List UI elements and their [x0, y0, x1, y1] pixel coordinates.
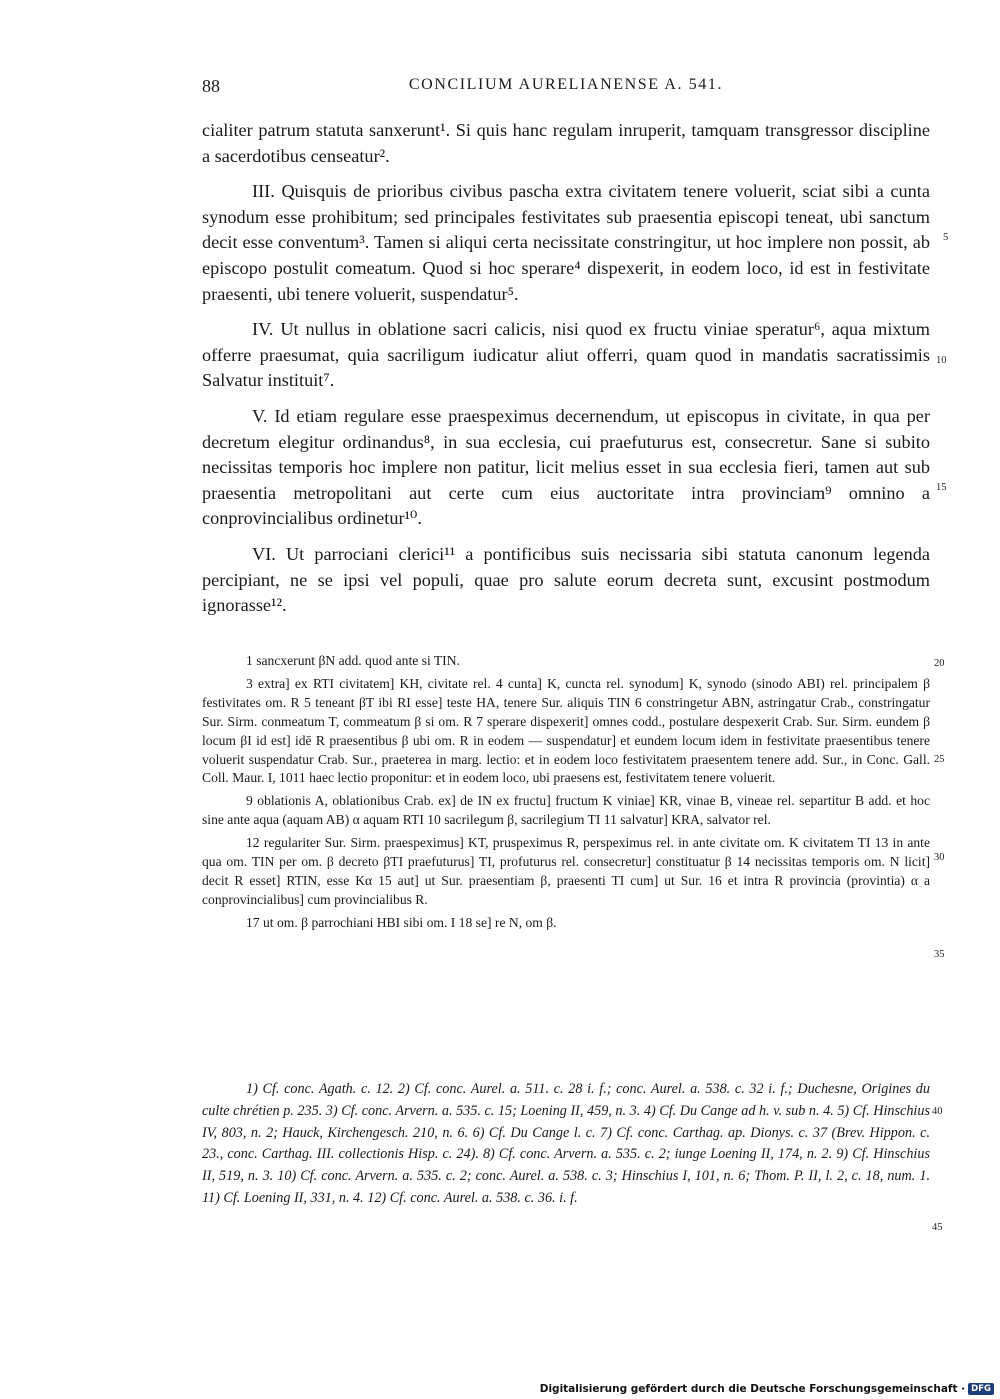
line-number: 25: [934, 754, 945, 765]
line-number: 20: [934, 658, 945, 669]
dfg-logo-icon: DFG: [968, 1383, 994, 1395]
apparatus-entry: 1 sancxerunt βN add. quod ante si TIN.: [246, 653, 460, 668]
line-number: 45: [932, 1222, 943, 1233]
footnote-block: 1) Cf. conc. Agath. c. 12. 2) Cf. conc. Aurel. a. 511. c. 28 i. f.; conc. Aurel. a. 538. c. 32 i. f.; Duchesne, Origines du culte chrétien p. 235. 3) Cf. conc. Arvern. a. 535. c. 15; Loening II, 459, n. 3. 4) Cf. Du Cange ad h. v. sub n. 4. 5) Cf. Hinschius IV, 803, n. 2; Hauck, Kirchengesch. 210, n. 6. 6) Cf. Du Cange l. c. 7) Cf. conc. Carthag. ap. Dionys. c. 37 (Brev. Hippon. c. 23., conc. Carthag. III. collectionis Hisp. c. 24). 8) Cf. conc. Arvern. a. 535. c. 2; iunge Loening II, 174, n. 2. 9) Cf. Hinschius II, 519, n. 3. 10) Cf. conc. Arvern. a. 535. c. 2; conc. Aurel. a. 538. c. 3; Hinschius I, 101, n. 6; Thom. P. II, l. 2, c. 18, num. 1. 11) Cf. Loening II, 331, n. 4. 12) Cf. conc. Aurel. a. 538. c. 36. i. f.: [202, 1081, 930, 1206]
paragraph-continuation: cialiter patrum statuta sanxerunt¹. Si quis hanc regulam inruperit, tamquam transgressor discipline a sacerdotibus censeatur².: [202, 120, 930, 166]
apparatus-entry: 12 regulariter Sur. Sirm. praespeximus] KT, pruspeximus R, perspeximus rel. in ante civitate om. K civitatem TI 13 in ante qua om. TIN per om. β decreto βTI praefuturus] TI, profuturus rel. consecretur] constituatur β 14 necissitas temporis om. N licit] decit R esset] RTIN, esse Kα 15 aut] ut Sur. praesentiam β, praesenti TI cum] ut Sur. 16 et intra R provincia (provintia) α a conprovincialibus] cum provincialibus R.: [202, 835, 930, 907]
line-number: 15: [936, 482, 947, 493]
line-number: 30: [934, 852, 945, 863]
line-number: 35: [934, 949, 945, 960]
canon-5: V. Id etiam regulare esse praespeximus decernendum, ut episcopus in civitate, in qua per decretum elegitur ordinandus⁸, in sua ecclesia, cui praefuturus est, consecretur. Sane si subito necissitas temporis hoc implere non patitur, licit melius esset in sua ecclesia fieri, tamen aut sub praesentia metropolitani aut certe cum eius auctoritate intra provinciam⁹ omnino a conprovincialibus ordinetur¹⁰.: [202, 405, 930, 529]
canon-3: III. Quisquis de prioribus civibus pascha extra civitatem tenere voluerit, sciat sibi a cunta synodum esse prohibitum; sed principales festivitates sub praesentia episcopi teneat, ubi sanctum decit esse conventum³. Tamen si aliqui certa necissitate constringitur, ut hoc implere non possit, ab episcopo postulit comeatum. Quod si hoc sperare⁴ dispexerit, in eodem loco, id est in festivitate praesenti, ubi tenere voluerit, suspendatur⁵.: [202, 181, 930, 304]
apparatus-entry: 3 extra] ex RTI civitatem] KH, civitate rel. 4 cunta] K, cuncta rel. synodum] K, synodo (sinodo ABI) rel. principalem β festivitates om. R 5 teneant βT ibi RI esse] teste HA, tenere Sur. aliquis TIN 6 constringetur ABN, astringatur Crab., constringatur Sur. Sirm. conmeatum T, commeatum β si om. R 7 sperare dispexerit] omnes codd., postulare despexerit Crab. Sur. Sirm. eundem β locum βI id est] idē R praesentibus β ubi om. R in eodem — suspendatur] et eundem locum idem in festivitate praesentibus tenere voluerit suspendatur Crab. Sur., praeterea in marg. lectio: et in eodem loco festivitatem praesentem tenere add. Sur., in Conc. Gall. Coll. Maur. I, 1011 haec lectio proponitur: et in eodem loco, ubi praesens est, festivitatem tenere voluerit.: [202, 675, 930, 786]
page-number: 88: [202, 76, 220, 96]
line-number: 10: [936, 355, 947, 366]
running-header: [202, 76, 930, 98]
canon-4: IV. Ut nullus in oblatione sacri calicis, nisi quod ex fructu viniae speratur⁶, aqua mixtum offerre praesumat, quia sacriligum iudicatur aliut offerri, quam quod in mandatis sacratissimis Salvatur instituit⁷.: [202, 319, 930, 391]
line-number: 5: [943, 232, 949, 243]
digitization-credit: [540, 1383, 994, 1395]
running-title: CONCILIUM AURELIANENSE A. 541.: [408, 76, 724, 93]
line-number: 40: [932, 1106, 943, 1117]
main-text: [202, 118, 930, 629]
credit-text: Digitalisierung gefördert durch die Deutsche Forschungsgemeinschaft ·: [539, 1383, 966, 1395]
apparatus-entry: 9 oblationis A, oblationibus Crab. ex] de IN ex fructu] fructum K viniae] KR, vinae B, vineae rel. separtitur B add. et hoc sine ante aqua (aquam AB) α aquam RTI 10 sacrilegum β, sacrilegium TI 11 salvatur] KRA, salvator rel.: [202, 793, 930, 828]
footnotes: [202, 1079, 930, 1210]
canon-6: VI. Ut parrociani clerici¹¹ a pontificibus suis necissaria sibi statuta canonum legenda percipiant, ne se ipsi vel populi, quae pro salute eorum decreta sunt, excusint postmodum ignorasse¹².: [202, 543, 930, 616]
apparatus-entry: 17 ut om. β parrochiani HBI sibi om. I 18 se] re N, om β.: [246, 914, 557, 930]
critical-apparatus: [202, 652, 930, 937]
